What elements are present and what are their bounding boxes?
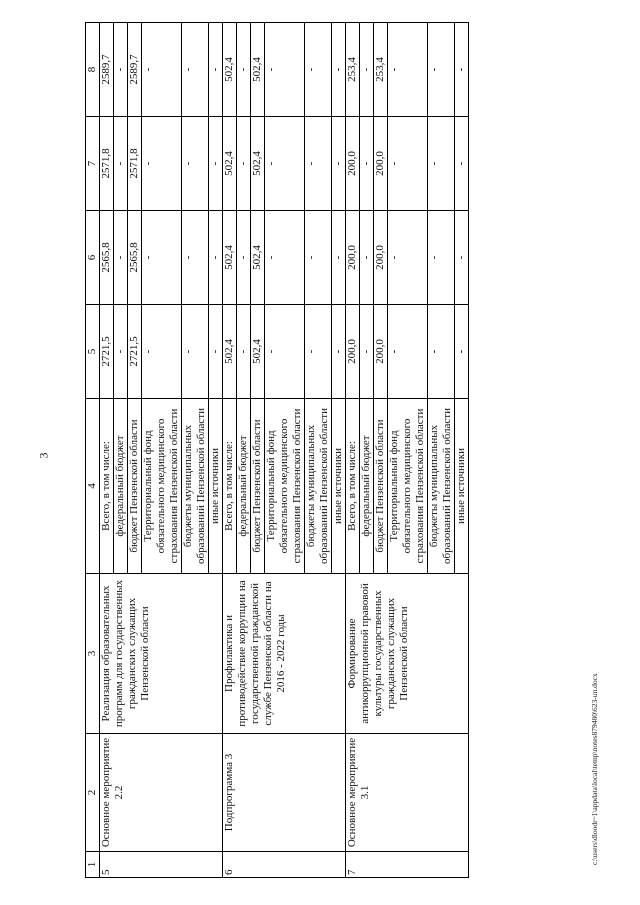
header-cell: 3 [86, 574, 100, 734]
value-cell: 502,4 [251, 23, 265, 117]
event-title: Формирование антикоррупционной правовой культуры государственных гражданских служащих Пензенской области [346, 574, 469, 734]
table-row [223, 23, 237, 878]
value-cell: - [455, 117, 469, 211]
value-cell: 502,4 [223, 305, 237, 399]
value-cell: 2565,8 [128, 211, 142, 305]
value-cell: - [142, 23, 182, 117]
funding-source: Всего, в том числе: [100, 399, 114, 574]
value-cell: - [114, 117, 128, 211]
value-cell: - [142, 211, 182, 305]
value-cell: - [360, 23, 374, 117]
page-number: 3 [36, 452, 51, 459]
value-cell: - [428, 305, 455, 399]
value-cell: - [182, 305, 209, 399]
table-row [100, 23, 114, 878]
value-cell: 2721,5 [128, 305, 142, 399]
funding-source: бюджеты муниципальных образований Пензенской области [182, 399, 209, 574]
funding-source: Всего, в том числе: [346, 399, 360, 574]
value-cell: - [237, 117, 251, 211]
funding-source: Территориальный фонд обязательного медицинского страхования Пензенской области [142, 399, 182, 574]
header-cell: 4 [86, 399, 100, 574]
funding-source: федеральный бюджет [360, 399, 374, 574]
funding-source: федеральный бюджет [114, 399, 128, 574]
event-type: Подпрограмма 3 [223, 734, 346, 852]
header-cell: 7 [86, 117, 100, 211]
value-cell: - [332, 117, 346, 211]
value-cell: 200,0 [346, 305, 360, 399]
value-cell: - [182, 211, 209, 305]
value-cell: 502,4 [251, 305, 265, 399]
value-cell: 502,4 [251, 211, 265, 305]
value-cell: - [265, 117, 305, 211]
value-cell: - [142, 117, 182, 211]
value-cell: 200,0 [374, 211, 388, 305]
value-cell: 200,0 [374, 117, 388, 211]
funding-source: Территориальный фонд обязательного медицинского страхования Пензенской области [265, 399, 305, 574]
value-cell: - [332, 23, 346, 117]
funding-source: бюджеты муниципальных образований Пензенской области [428, 399, 455, 574]
value-cell: - [182, 117, 209, 211]
value-cell: - [182, 23, 209, 117]
value-cell: - [209, 211, 223, 305]
value-cell: 253,4 [346, 23, 360, 117]
funding-source: бюджет Пензенской области [251, 399, 265, 574]
event-title: Профилактика и противодействие коррупции на государственной гражданской службе Пензенской области на 2016 - 2022 годы [223, 574, 346, 734]
value-cell: - [388, 305, 428, 399]
header-cell: 2 [86, 734, 100, 852]
event-type: Основное мероприятие 2.2 [100, 734, 223, 852]
value-cell: - [237, 305, 251, 399]
value-cell: 200,0 [346, 211, 360, 305]
value-cell: - [388, 23, 428, 117]
funding-source: бюджеты муниципальных образований Пензенской области [305, 399, 332, 574]
value-cell: - [114, 211, 128, 305]
value-cell: - [360, 305, 374, 399]
value-cell: - [388, 117, 428, 211]
value-cell: 200,0 [374, 305, 388, 399]
event-type: Основное мероприятие 3.1 [346, 734, 469, 852]
header-cell: 5 [86, 305, 100, 399]
header-cell: 1 [86, 852, 100, 878]
value-cell: - [209, 305, 223, 399]
value-cell: - [428, 23, 455, 117]
value-cell: 2589,7 [100, 23, 114, 117]
value-cell: 502,4 [223, 23, 237, 117]
value-cell: - [455, 23, 469, 117]
value-cell: - [428, 211, 455, 305]
value-cell: 200,0 [346, 117, 360, 211]
value-cell: - [428, 117, 455, 211]
value-cell: - [114, 23, 128, 117]
value-cell: - [265, 23, 305, 117]
funding-source: Территориальный фонд обязательного медицинского страхования Пензенской области [388, 399, 428, 574]
value-cell: 2721,5 [100, 305, 114, 399]
value-cell: - [360, 211, 374, 305]
value-cell: 502,4 [251, 117, 265, 211]
funding-source: иные источники [455, 399, 469, 574]
value-cell: - [305, 211, 332, 305]
value-cell: - [265, 211, 305, 305]
funding-source: иные источники [209, 399, 223, 574]
funding-source: бюджет Пензенской области [128, 399, 142, 574]
budget-table [85, 22, 469, 878]
header-cell: 8 [86, 23, 100, 117]
value-cell: 253,4 [374, 23, 388, 117]
value-cell: - [360, 117, 374, 211]
value-cell: - [305, 23, 332, 117]
footer-file-path: c:\users\dloodr~1\appdata\local\temp\notes879480\623-un.docx [590, 673, 599, 865]
value-cell: - [114, 305, 128, 399]
value-cell: - [305, 117, 332, 211]
value-cell: - [332, 211, 346, 305]
value-cell: - [237, 211, 251, 305]
rotated-table-container [85, 23, 625, 878]
value-cell: - [455, 211, 469, 305]
event-title: Реализация образовательных программ для государственных гражданских служащих Пензенской области [100, 574, 223, 734]
header-cell: 6 [86, 211, 100, 305]
value-cell: - [332, 305, 346, 399]
value-cell: 502,4 [223, 117, 237, 211]
value-cell: 2589,7 [128, 23, 142, 117]
value-cell: - [209, 117, 223, 211]
funding-source: федеральный бюджет [237, 399, 251, 574]
value-cell: - [237, 23, 251, 117]
value-cell: - [265, 305, 305, 399]
value-cell: - [455, 305, 469, 399]
value-cell: - [388, 211, 428, 305]
row-number: 7 [346, 852, 469, 878]
row-number: 6 [223, 852, 346, 878]
value-cell: - [305, 305, 332, 399]
funding-source: Всего, в том числе: [223, 399, 237, 574]
value-cell: 502,4 [223, 211, 237, 305]
funding-source: иные источники [332, 399, 346, 574]
value-cell: 2571,8 [128, 117, 142, 211]
table-row [346, 23, 360, 878]
header-row [86, 23, 100, 878]
value-cell: 2571,8 [100, 117, 114, 211]
row-number: 5 [100, 852, 223, 878]
value-cell: - [142, 305, 182, 399]
value-cell: 2565,8 [100, 211, 114, 305]
funding-source: бюджет Пензенской области [374, 399, 388, 574]
value-cell: - [209, 23, 223, 117]
